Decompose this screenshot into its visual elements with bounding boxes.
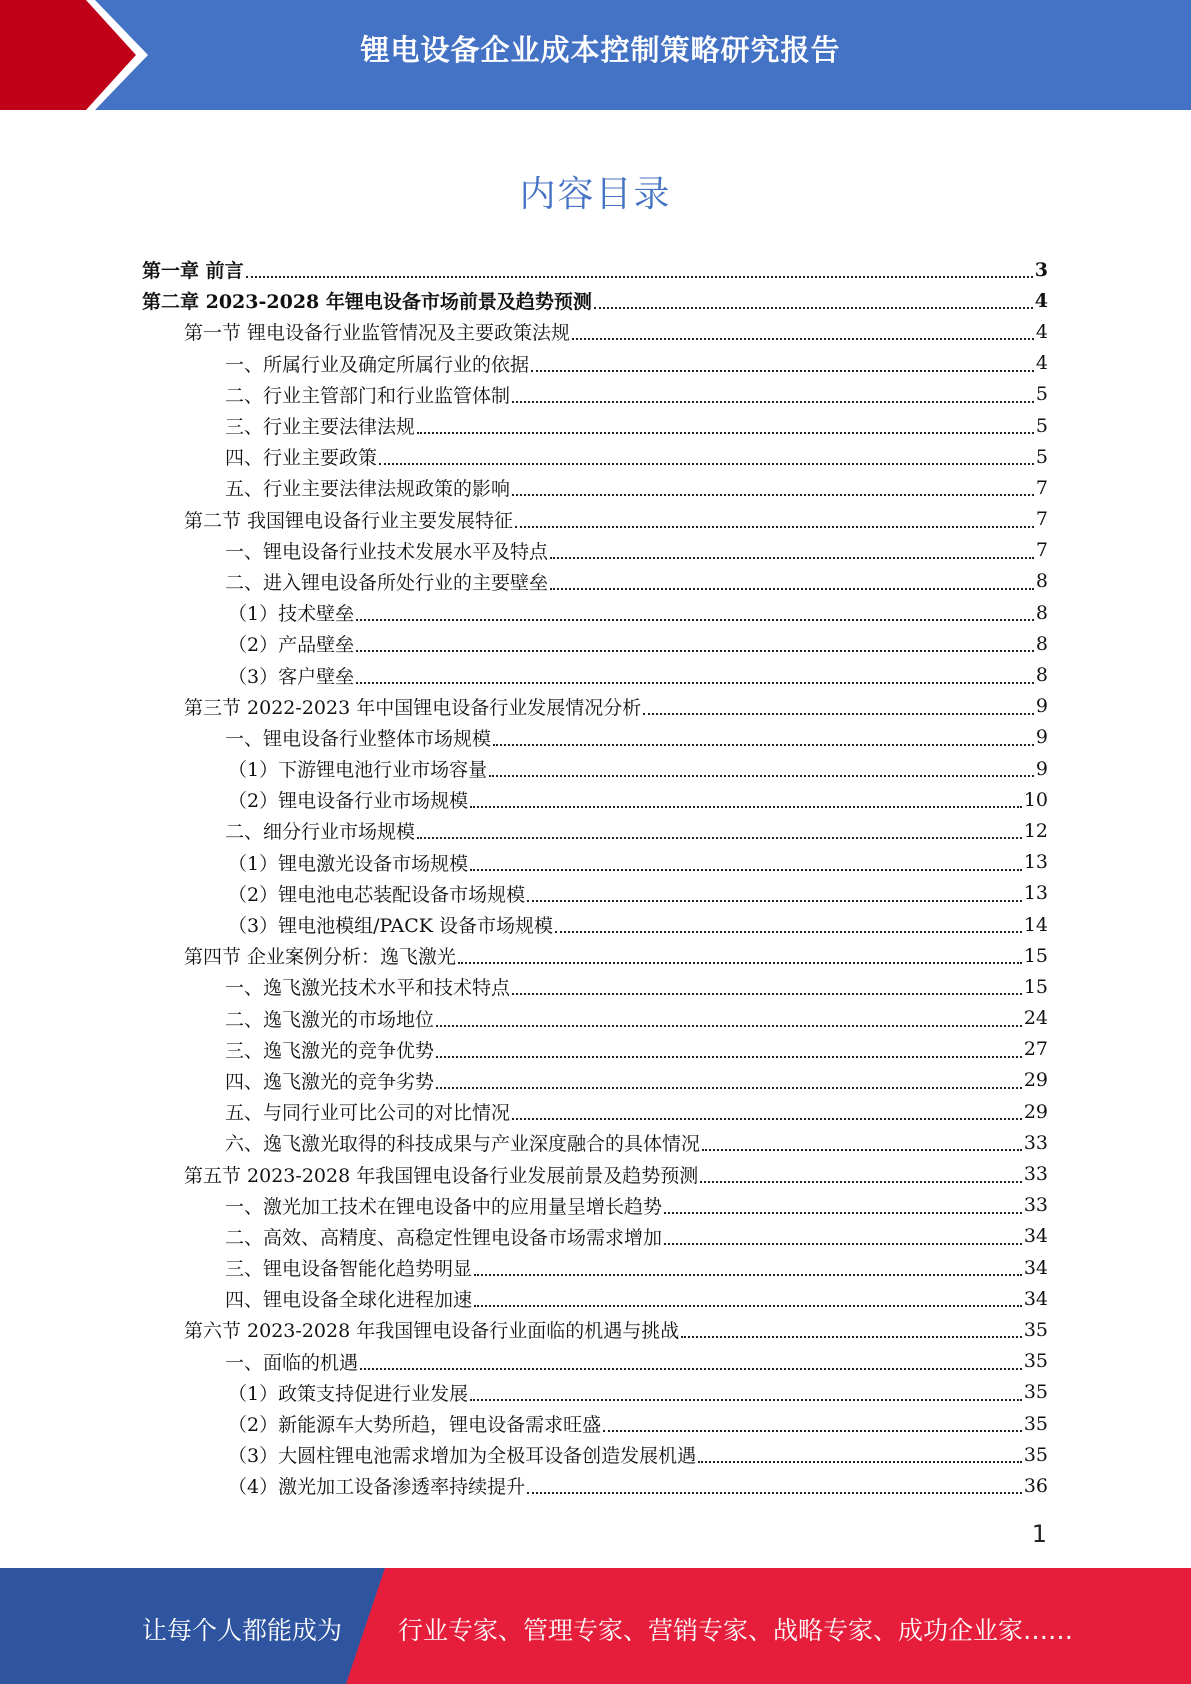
toc-entry-page: 33	[1023, 1131, 1048, 1154]
toc-entry-title: 一、所属行业及确定所属行业的依据	[225, 353, 530, 376]
toc-leader-dots	[550, 556, 1034, 559]
toc-entry[interactable]	[0, 784, 1191, 815]
toc-leader-dots	[664, 1211, 1022, 1214]
toc-entry-title: （3）客户壁垒	[228, 665, 355, 688]
toc-entry-page: 8	[1035, 664, 1048, 687]
toc-entry-title: 一、锂电设备行业技术发展水平及特点	[225, 540, 549, 563]
toc-entry-page: 24	[1023, 1007, 1048, 1030]
toc-entry-title: 三、行业主要法律法规	[225, 416, 416, 439]
footer-slogan-right: 行业专家、管理专家、营销专家、战略专家、成功企业家……	[398, 1616, 1074, 1645]
toc-leader-dots	[417, 431, 1034, 434]
toc-entry[interactable]	[0, 1439, 1191, 1470]
toc-entry-title: 第四节 企业案例分析：逸飞激光	[184, 946, 457, 969]
toc-entry-page: 35	[1023, 1443, 1048, 1466]
page-footer	[0, 1568, 1191, 1684]
toc-entry[interactable]	[0, 379, 1191, 410]
toc-leader-dots	[512, 992, 1022, 995]
toc-entry-page: 34	[1023, 1287, 1048, 1310]
toc-title: 内容目录	[519, 174, 672, 215]
toc-entry[interactable]	[0, 316, 1191, 347]
toc-entry-page: 4	[1035, 352, 1048, 375]
toc-entry[interactable]	[0, 1252, 1191, 1283]
toc-entry-title: 四、锂电设备全球化进程加速	[225, 1289, 473, 1312]
toc-entry-page: 15	[1023, 944, 1048, 967]
toc-leader-dots	[664, 1242, 1022, 1245]
toc-entry-page: 9	[1035, 695, 1048, 718]
toc-leader-dots	[527, 1491, 1022, 1494]
toc-entry[interactable]	[0, 1221, 1191, 1252]
toc-entry-title: 六、逸飞激光取得的科技成果与产业深度融合的具体情况	[225, 1133, 701, 1156]
toc-entry-title: （2）产品壁垒	[228, 634, 355, 657]
toc-entry-title: （2）锂电池电芯装配设备市场规模	[228, 883, 526, 906]
toc-entry[interactable]	[0, 940, 1191, 971]
toc-leader-dots	[360, 1367, 1022, 1370]
toc-leader-dots	[436, 1086, 1022, 1089]
toc-entry-title: 一、激光加工技术在锂电设备中的应用量呈增长趋势	[225, 1195, 663, 1218]
toc-entry-title: 二、逸飞激光的市场地位	[225, 1008, 435, 1031]
toc-entry-page: 33	[1023, 1163, 1048, 1186]
toc-leader-dots	[572, 337, 1034, 340]
toc-entry-page: 5	[1035, 414, 1048, 437]
toc-entry-title: （3）大圆柱锂电池需求增加为全极耳设备创造发展机遇	[228, 1445, 697, 1468]
toc-leader-dots	[531, 369, 1034, 372]
toc-leader-dots	[470, 1398, 1022, 1401]
page-number: 1	[1031, 1520, 1047, 1548]
toc-entry-page: 15	[1023, 975, 1048, 998]
toc-entry-title: 一、锂电设备行业整体市场规模	[225, 727, 492, 750]
toc-leader-dots	[379, 462, 1034, 465]
toc-entry-page: 35	[1023, 1412, 1048, 1435]
toc-entry-title: 二、细分行业市场规模	[225, 821, 416, 844]
toc-entry[interactable]	[0, 971, 1191, 1002]
toc-entry[interactable]	[0, 815, 1191, 846]
toc-leader-dots	[643, 712, 1034, 715]
toc-leader-dots	[512, 400, 1034, 403]
toc-leader-dots	[489, 774, 1034, 777]
toc-entry-page: 35	[1023, 1381, 1048, 1404]
toc-leader-dots	[698, 1460, 1022, 1463]
toc-entry-title: 第六节 2023-2028 年我国锂电设备行业面临的机遇与挑战	[184, 1320, 680, 1343]
toc-entry[interactable]	[0, 410, 1191, 441]
toc-entry-page: 35	[1023, 1318, 1048, 1341]
toc-entry[interactable]	[0, 1314, 1191, 1345]
toc-leader-dots	[436, 1055, 1022, 1058]
toc-entry[interactable]	[0, 1470, 1191, 1501]
toc-entry[interactable]	[0, 1190, 1191, 1221]
toc-entry-title: 一、逸飞激光技术水平和技术特点	[225, 977, 511, 1000]
toc-leader-dots	[555, 930, 1022, 933]
toc-entry[interactable]	[0, 628, 1191, 659]
toc-leader-dots	[594, 306, 1033, 309]
toc-entry-title: 第二节 我国锂电设备行业主要发展特征	[184, 509, 514, 532]
toc-leader-dots	[603, 1429, 1022, 1432]
toc-leader-dots	[356, 681, 1034, 684]
toc-entry[interactable]	[0, 1158, 1191, 1189]
toc-entry-title: 第一章 前言	[142, 260, 244, 283]
toc-leader-dots	[246, 275, 1033, 278]
toc-entry[interactable]	[0, 691, 1191, 722]
toc-entry-page: 5	[1035, 383, 1048, 406]
toc-entry-page: 9	[1035, 757, 1048, 780]
toc-entry-page: 29	[1023, 1100, 1048, 1123]
toc-leader-dots	[527, 899, 1022, 902]
toc-entry-title: 五、与同行业可比公司的对比情况	[225, 1102, 511, 1125]
toc-entry-page: 14	[1023, 913, 1048, 936]
toc-entry[interactable]	[0, 1408, 1191, 1439]
toc-entry-page: 4	[1034, 289, 1048, 312]
toc-entry[interactable]	[0, 722, 1191, 753]
toc-entry[interactable]	[0, 285, 1191, 316]
toc-entry-title: 四、逸飞激光的竞争劣势	[225, 1070, 435, 1093]
toc-entry-page: 9	[1035, 726, 1048, 749]
toc-entry-title: （1）政策支持促进行业发展	[228, 1382, 469, 1405]
toc-entry-page: 34	[1023, 1225, 1048, 1248]
toc-entry-title: 二、行业主管部门和行业监管体制	[225, 384, 511, 407]
toc-entry-title: 二、高效、高精度、高稳定性锂电设备市场需求增加	[225, 1226, 663, 1249]
toc-entry-page: 13	[1023, 882, 1048, 905]
toc-entry-page: 8	[1035, 570, 1048, 593]
toc-entry[interactable]	[0, 1065, 1191, 1096]
toc-entry[interactable]	[0, 1283, 1191, 1314]
toc-entry[interactable]	[0, 566, 1191, 597]
toc-entry-page: 8	[1035, 632, 1048, 655]
toc-entry[interactable]	[0, 348, 1191, 379]
toc-entry-page: 7	[1035, 539, 1048, 562]
toc-entry[interactable]	[0, 1034, 1191, 1065]
page-header	[0, 0, 1191, 110]
toc-leader-dots	[356, 649, 1034, 652]
toc-leader-dots	[417, 836, 1022, 839]
toc-leader-dots	[681, 1335, 1022, 1338]
toc-entry-page: 7	[1035, 508, 1048, 531]
toc-entry-title: （1）锂电激光设备市场规模	[228, 852, 469, 875]
toc-entry[interactable]	[0, 1127, 1191, 1158]
toc-entry-page: 34	[1023, 1256, 1048, 1279]
toc-entry-page: 13	[1023, 851, 1048, 874]
toc-entry-title: （1）下游锂电池行业市场容量	[228, 759, 488, 782]
toc-entry-title: 一、面临的机遇	[225, 1351, 359, 1374]
toc-entry-title: （2）锂电设备行业市场规模	[228, 790, 469, 813]
toc-entry[interactable]	[0, 1346, 1191, 1377]
toc-entry-page: 12	[1023, 819, 1048, 842]
toc-entry-title: 第一节 锂电设备行业监管情况及主要政策法规	[184, 322, 571, 345]
toc-leader-dots	[474, 1273, 1022, 1276]
toc-leader-dots	[493, 743, 1034, 746]
toc-entry[interactable]	[0, 909, 1191, 940]
toc-entry-page: 5	[1035, 445, 1048, 468]
toc-leader-dots	[356, 618, 1034, 621]
toc-entry[interactable]	[0, 504, 1191, 535]
toc-entry[interactable]	[0, 597, 1191, 628]
table-of-contents	[0, 254, 1191, 1502]
footer-slogan-left: 让每个人都能成为	[142, 1616, 343, 1645]
header-title: 锂电设备企业成本控制策略研究报告	[360, 33, 841, 67]
toc-leader-dots	[436, 1024, 1022, 1027]
toc-entry-page: 4	[1035, 320, 1048, 343]
toc-entry[interactable]	[0, 753, 1191, 784]
toc-entry-page: 27	[1023, 1038, 1048, 1061]
toc-entry-page: 10	[1023, 788, 1048, 811]
toc-entry[interactable]	[0, 254, 1191, 285]
toc-entry-page: 7	[1035, 476, 1048, 499]
toc-entry-title: （1）技术壁垒	[228, 603, 355, 626]
toc-leader-dots	[470, 868, 1022, 871]
toc-leader-dots	[702, 1148, 1022, 1151]
toc-entry-page: 36	[1023, 1474, 1048, 1497]
toc-entry[interactable]	[0, 847, 1191, 878]
toc-entry-page: 35	[1023, 1350, 1048, 1373]
toc-entry-title: 五、行业主要法律法规政策的影响	[225, 478, 511, 501]
toc-entry[interactable]	[0, 878, 1191, 909]
toc-entry-title: 四、行业主要政策	[225, 447, 378, 470]
toc-leader-dots	[474, 1304, 1022, 1307]
toc-leader-dots	[470, 805, 1022, 808]
toc-entry-page: 3	[1034, 258, 1048, 281]
toc-entry-title: （3）锂电池模组/PACK 设备市场规模	[228, 915, 554, 938]
toc-entry[interactable]	[0, 535, 1191, 566]
toc-entry-title: 第三节 2022-2023 年中国锂电设备行业发展情况分析	[184, 696, 642, 719]
toc-entry-title: 第五节 2023-2028 年我国锂电设备行业发展前景及趋势预测	[184, 1164, 699, 1187]
toc-leader-dots	[550, 587, 1034, 590]
toc-entry[interactable]	[0, 659, 1191, 690]
toc-leader-dots	[515, 525, 1034, 528]
toc-leader-dots	[512, 1117, 1022, 1120]
toc-leader-dots	[700, 1180, 1022, 1183]
toc-entry-title: 三、逸飞激光的竞争优势	[225, 1039, 435, 1062]
toc-entry-title: 二、进入锂电设备所处行业的主要壁垒	[225, 571, 549, 594]
toc-entry-page: 8	[1035, 601, 1048, 624]
toc-entry-title: 第二章 2023-2028 年锂电设备市场前景及趋势预测	[142, 291, 592, 314]
toc-leader-dots	[458, 961, 1022, 964]
toc-entry-page: 33	[1023, 1194, 1048, 1217]
toc-entry-title: （4）激光加工设备渗透率持续提升	[228, 1476, 526, 1499]
toc-entry[interactable]	[0, 441, 1191, 472]
toc-entry[interactable]	[0, 1096, 1191, 1127]
toc-entry-title: （2）新能源车大势所趋，锂电设备需求旺盛	[228, 1414, 602, 1437]
toc-entry-page: 29	[1023, 1069, 1048, 1092]
toc-leader-dots	[512, 493, 1034, 496]
toc-entry[interactable]	[0, 472, 1191, 503]
toc-entry[interactable]	[0, 1003, 1191, 1034]
toc-entry[interactable]	[0, 1377, 1191, 1408]
toc-entry-title: 三、锂电设备智能化趋势明显	[225, 1258, 473, 1281]
